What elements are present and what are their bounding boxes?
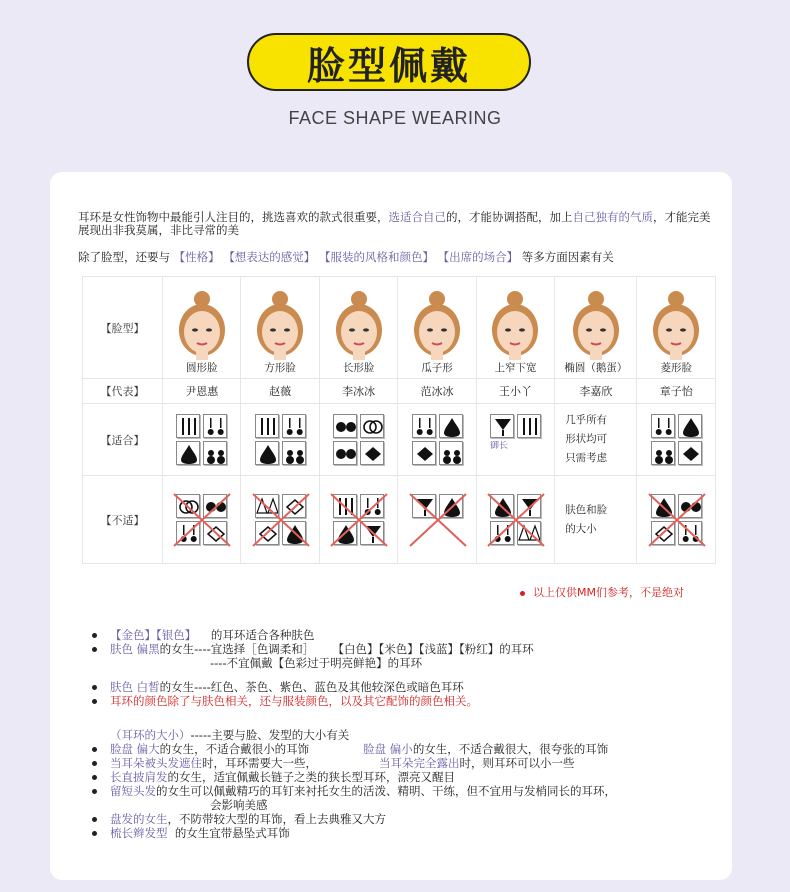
earring-tile: [282, 441, 306, 465]
earring-tile: [651, 494, 675, 518]
earring-tile: [333, 494, 357, 518]
rep-round: 尹恩惠: [163, 379, 241, 404]
tip-item: [92, 656, 732, 670]
tip-text: 的女生，不适合戴很大，很夸张的耳饰: [412, 742, 609, 756]
title-banner: [247, 33, 531, 91]
earring-tile: [282, 521, 306, 545]
long-face-illustration: [329, 288, 389, 362]
earring-tile: [282, 414, 306, 438]
earring-tile-caption: [490, 441, 514, 465]
earring-tile: [255, 441, 279, 465]
tip-text: ----不宜佩戴【色彩过于明亮鲜艳】的耳环: [210, 656, 423, 670]
earring-tile: [517, 494, 541, 518]
page-title: 脸型佩戴: [306, 43, 471, 88]
earring-tile: [203, 441, 227, 465]
face-cell-diamond: [637, 277, 716, 379]
earring-tile: [678, 494, 702, 518]
reference-note: [520, 584, 684, 600]
earring-tile: [176, 441, 200, 465]
tip-highlight: 【金色】【银色】: [110, 628, 197, 642]
face-name-melon-seed: 瓜子形: [421, 362, 453, 374]
tip-text: 的女生可以佩戴精巧的耳钉来衬托女生的活泼、精明、干练，但不宜用与发梢同长的耳环，: [156, 784, 616, 798]
earring-tile: [360, 494, 384, 518]
tip-item: [92, 784, 732, 798]
tip-text: 会影响美感: [210, 798, 268, 812]
intro-text-2: 的，才能协调搭配，加上: [446, 210, 573, 224]
oval-face-illustration: [566, 288, 626, 362]
earring-tile: [439, 441, 463, 465]
earring-tile: [439, 494, 463, 518]
tips-list: [92, 628, 732, 840]
square-face-illustration: [250, 288, 310, 362]
earring-tile: [412, 494, 436, 518]
earring-tile: [412, 521, 436, 545]
face-name-long: 长形脸: [342, 362, 375, 374]
tip-highlight: 当耳朵完全露出: [379, 756, 460, 770]
tip-item: [92, 742, 732, 756]
red-dot-icon: [520, 591, 525, 596]
unsuit-long: [319, 476, 397, 564]
earring-tile: [517, 521, 541, 545]
tip-item: [92, 756, 732, 770]
rep-melon-seed: 范冰冰: [398, 379, 476, 404]
row-label-face: 【脸型】: [83, 277, 163, 379]
tip-text: 时，耳环需要大一些，: [202, 756, 317, 770]
oval-note-line: 只需考虑: [565, 452, 608, 464]
intro-highlight-1: 选适合自己: [388, 210, 446, 224]
tip-highlight: （耳环的大小）: [110, 728, 191, 742]
earring-tile: [651, 441, 675, 465]
earring-tile: [360, 521, 384, 545]
oval-note-line: 几乎所有: [565, 414, 608, 426]
tip-highlight: 肤色 偏黑: [110, 642, 160, 656]
reference-note-text: 以上仅供MM们参考，不是绝对: [533, 586, 684, 599]
tip-text: ，不防带较大型的耳饰，看上去典雅又大方: [167, 812, 386, 826]
face-name-diamond: 菱形脸: [660, 362, 692, 374]
face-name-square: 方形脸: [264, 362, 296, 374]
tip-highlight: 梳长辫发型: [110, 826, 168, 840]
earring-tile: [412, 441, 436, 465]
earring-tile: [203, 494, 227, 518]
factors-suffix: 等多方面因素有关: [521, 250, 614, 264]
earring-tile: [203, 414, 227, 438]
tip-highlight: 留短头发: [110, 784, 156, 798]
tip-highlight: 当耳朵被头发遮住: [110, 756, 202, 770]
tip-text: 的女生宜带悬坠式耳饰: [174, 826, 290, 840]
factor-clothing: 【服装的风格和颜色】: [318, 250, 434, 264]
suit-square: [241, 404, 319, 476]
tip-highlight: 盘发的女生: [110, 812, 168, 826]
earring-tile: [439, 414, 463, 438]
factor-feeling: 【想表达的感觉】: [223, 250, 316, 264]
suit-diamond: [637, 404, 716, 476]
earring-tile: [176, 494, 200, 518]
narrow-top-face-illustration: [485, 288, 545, 362]
unsuit-square: [241, 476, 319, 564]
tip-text: 的耳环适合各种肤色: [210, 628, 315, 642]
rep-oval: 李嘉欣: [555, 379, 637, 404]
tip-highlight: 长直披肩发: [110, 770, 168, 784]
earring-tile: [333, 414, 357, 438]
earring-tile: [176, 414, 200, 438]
tip-highlight: 肤色 白皙: [110, 680, 160, 694]
earring-tile: [255, 521, 279, 545]
earring-tile: [203, 521, 227, 545]
earring-tile: [678, 441, 702, 465]
tip-item: [92, 812, 732, 826]
unsuit-diamond: [637, 476, 716, 564]
earring-tile: [678, 414, 702, 438]
tip-item: [92, 826, 732, 840]
earring-tile: [651, 414, 675, 438]
factors-line: [78, 249, 728, 265]
tip-item: [92, 628, 732, 642]
unsuit-narrow-top: [476, 476, 554, 564]
factor-occasion: 【出席的场合】: [437, 250, 519, 264]
unsuit-oval-note: [555, 476, 637, 564]
diamond-face-illustration: [646, 288, 706, 362]
row-label-representative: 【代表】: [83, 379, 163, 404]
tip-item: [92, 680, 732, 694]
face-cell-oval: [555, 277, 637, 379]
face-name-round: 圆形脸: [185, 362, 218, 374]
earring-tile: [651, 521, 675, 545]
earring-tile: [360, 414, 384, 438]
page-subtitle: FACE SHAPE WEARING: [288, 108, 502, 128]
tip-text: 的女生----宜选择［色调柔和］: [159, 642, 315, 656]
earring-tile: [490, 521, 514, 545]
suit-melon-seed: [398, 404, 476, 476]
earring-tile: [490, 414, 514, 438]
face-shape-table: [82, 276, 716, 564]
suit-oval-note: [555, 404, 637, 476]
tip-item: [92, 694, 732, 708]
tip-item: [92, 728, 732, 742]
suit-round: [163, 404, 241, 476]
factors-prefix: 除了脸型，还要与: [78, 250, 170, 264]
tip-text: 的女生----红色、茶色、紫色、蓝色及其他较深色或暗色耳环: [159, 680, 464, 694]
earring-tile: [490, 494, 514, 518]
earring-tile: [255, 494, 279, 518]
earring-tile: [176, 521, 200, 545]
tip-warning: 耳环的颜色除了与肤色相关，还与服装颜色，以及其它配饰的颜色相关。: [110, 694, 478, 708]
tip-item: [92, 642, 732, 656]
intro-text-1: 耳环是女性饰物中最能引人注目的，挑选喜欢的款式很重要，: [78, 210, 389, 224]
tip-text: 【白色】【米色】【浅蓝】【粉红】的耳环: [332, 642, 534, 656]
oval-note-line: 肤色和脸: [565, 503, 608, 516]
melon-seed-face-illustration: [407, 288, 467, 362]
face-name-narrow-top: 上窄下宽: [494, 362, 537, 374]
tip-item: [92, 770, 732, 784]
tip-text: 时，则耳环可以小一些: [459, 756, 575, 770]
row-label-suitable: 【适合】: [83, 404, 163, 476]
face-cell-long: [319, 277, 397, 379]
suit-narrow-top: [476, 404, 554, 476]
face-cell-narrow-top: [476, 277, 554, 379]
earring-tile: [333, 441, 357, 465]
intro-text-3: ，才能完美展现出非我莫属，非比寻常的美: [78, 210, 711, 237]
earring-tile: [333, 521, 357, 545]
rep-narrow-top: 王小丫: [476, 379, 554, 404]
intro-highlight-2: 自己独有的气质: [572, 210, 653, 224]
earring-tile: [678, 521, 702, 545]
tip-text: 的女生，适宜佩戴长链子之类的狭长型耳环，漂亮又醒目: [167, 770, 455, 784]
round-face-illustration: [172, 288, 232, 362]
earring-tile: [360, 441, 384, 465]
tile-caption-text: 御长: [489, 441, 508, 451]
rep-square: 赵薇: [241, 379, 319, 404]
earring-tile: [439, 521, 463, 545]
earring-tile: [517, 414, 541, 438]
face-cell-round: [163, 277, 241, 379]
face-cell-square: [241, 277, 319, 379]
oval-note-line: 形状均可: [565, 433, 608, 445]
earring-tile: [282, 494, 306, 518]
face-name-oval: 椭圆（鹅蛋）: [564, 362, 628, 374]
suit-long: [319, 404, 397, 476]
factor-personality: 【性格】: [173, 250, 220, 264]
face-cell-melon-seed: [398, 277, 476, 379]
tip-highlight: 脸盘 偏大: [110, 742, 160, 756]
tip-text: 的女生，不适合戴很小的耳饰: [159, 742, 310, 756]
tip-highlight: 脸盘 偏小: [363, 742, 413, 756]
tip-text: -----主要与脸、发型的大小有关: [190, 728, 350, 742]
unsuit-melon-seed: [398, 476, 476, 564]
intro-paragraph: [78, 211, 718, 237]
earring-tile: [255, 414, 279, 438]
row-label-unsuitable: 【不适】: [83, 476, 163, 564]
rep-long: 李冰冰: [319, 379, 397, 404]
unsuit-round: [163, 476, 241, 564]
oval-note-line: 的大小: [565, 522, 597, 535]
tip-item: [92, 798, 732, 812]
earring-tile: [412, 414, 436, 438]
earring-tile: [517, 441, 541, 465]
rep-diamond: 章子怡: [637, 379, 716, 404]
